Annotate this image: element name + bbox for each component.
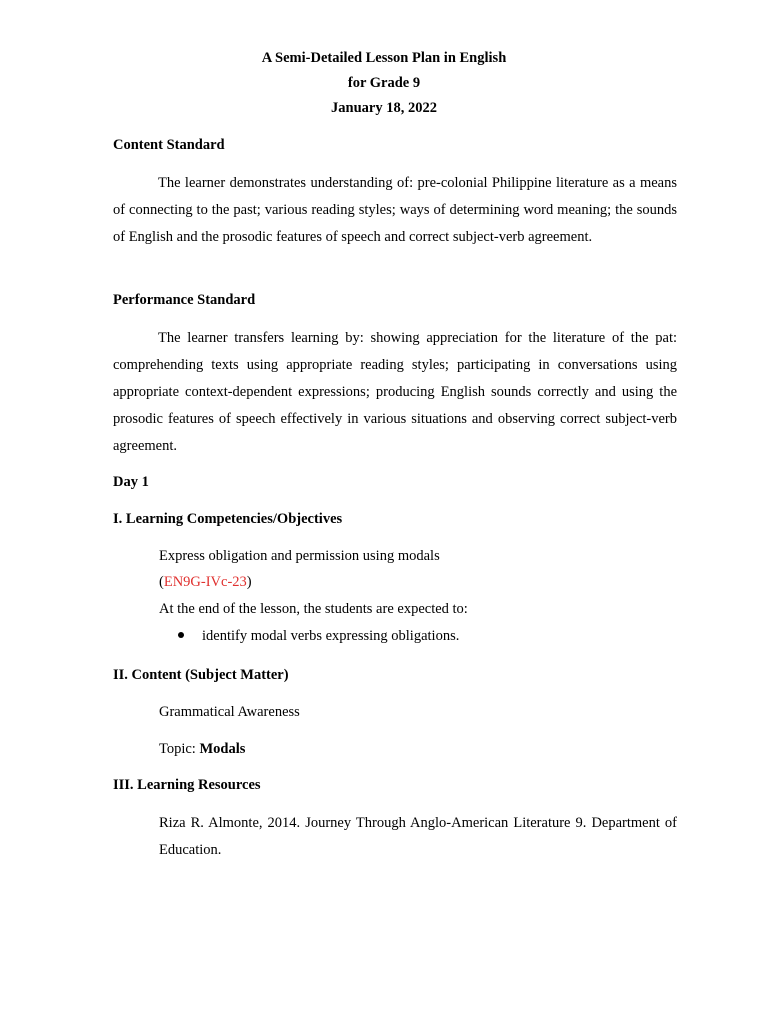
document-title [0, 46, 768, 121]
performance-standard-heading: Performance Standard [113, 292, 256, 308]
objectives-line-3: At the end of the lesson, the students are expected to: [159, 601, 468, 617]
objectives-line-1: Express obligation and permission using modals [159, 548, 440, 564]
bullet-text: identify modal verbs expressing obligations. [202, 628, 460, 644]
topic-label: Topic: [159, 741, 200, 757]
content-heading: II. Content (Subject Matter) [113, 667, 289, 683]
topic-value: Modals [199, 741, 246, 757]
performance-standard-text: The learner transfers learning by: showing appreciation for the literature of the pat: comprehending texts using appropriate reading styles; participating in conversations using appropriate context-dependent expressions; producing English sounds correctly and using the prosodic features of speech effectively in various situations and observing correct subject-verb agreement. [113, 330, 677, 454]
objectives-heading: I. Learning Competencies/Objectives [113, 511, 343, 527]
content-line-1: Grammatical Awareness [159, 704, 300, 720]
objectives-code-line [159, 574, 677, 591]
resources-text: Riza R. Almonte, 2014. Journey Through Anglo-American Literature 9. Department of Education. [159, 815, 677, 858]
code-close-paren: ) [246, 574, 252, 590]
topic-line [159, 741, 677, 758]
bullet-icon [178, 632, 184, 638]
resources-heading: III. Learning Resources [113, 777, 261, 793]
code-open-paren: ( [159, 574, 164, 590]
content-standard-heading: Content Standard [113, 137, 225, 153]
title-line-2: for Grade 9 [347, 75, 421, 91]
content-standard-text: The learner demonstrates understanding of: pre-colonial Philippine literature as a means of connecting to the past; various reading styles; ways of determining word meaning; the sounds of English and the prosodic features of speech and correct subject-verb agreement. [113, 175, 677, 245]
competency-code: EN9G-IVc-23 [163, 574, 247, 590]
title-date: January 18, 2022 [331, 100, 437, 116]
title-line-1: A Semi-Detailed Lesson Plan in English [261, 50, 507, 66]
day-heading: Day 1 [113, 474, 149, 490]
bullet-list-item [178, 628, 677, 645]
